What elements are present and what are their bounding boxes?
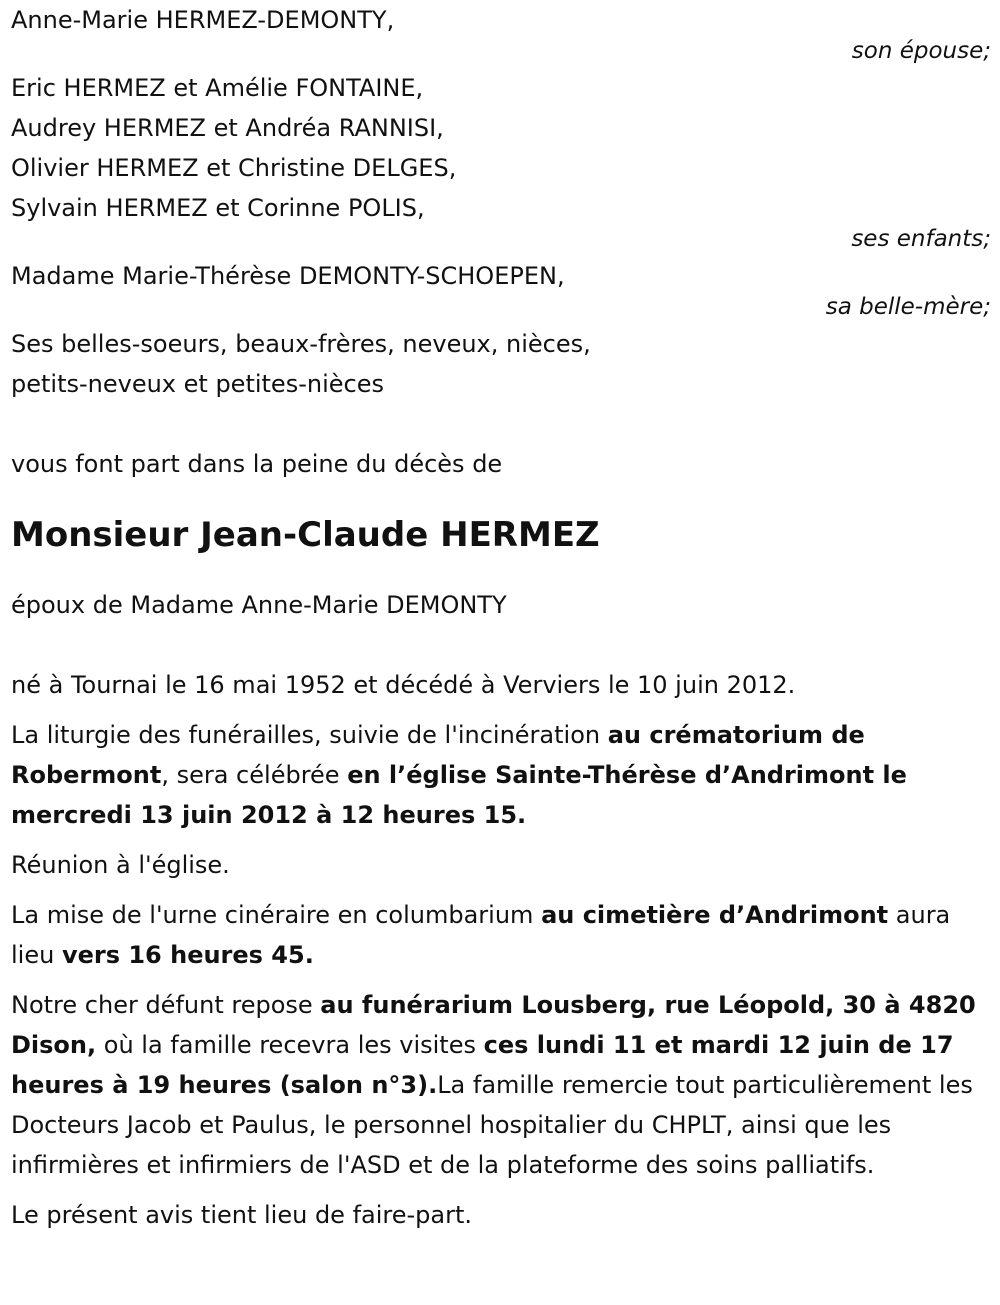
children-block (11, 68, 991, 254)
deceased-spouse-line: époux de Madame Anne-Marie DEMONTY (11, 591, 507, 619)
mother-in-law-role: sa belle-mère; (825, 294, 991, 320)
children-role: ses enfants; (851, 226, 991, 252)
visits-text: où la famille recevra les visites (96, 1031, 484, 1059)
urn-time-text: vers 16 heures 45. (61, 941, 314, 969)
mother-in-law-name: Madame Marie-Thérèse DEMONTY-SCHOEPEN, (11, 262, 565, 290)
thanks-text: La famille remercie tout particulièrement les Docteurs Jacob et Paulus, le personnel hospitalier du CHPLT, ainsi que les infirmières et infirmiers de l'ASD et de la plateforme des soins palliatifs. (11, 1071, 973, 1179)
spouse-name: Anne-Marie HERMEZ-DEMONTY, (11, 6, 395, 34)
child-line: Eric HERMEZ et Amélie FONTAINE, (11, 74, 424, 102)
cemetery-text: au cimetière d’Andrimont (541, 901, 889, 929)
others-line: Ses belles-soeurs, beaux-frères, neveux, nièces, (11, 330, 591, 358)
birth-death-line: né à Tournai le 16 mai 1952 et décédé à Verviers le 10 juin 2012. (11, 671, 796, 699)
mother-in-law-block (11, 256, 991, 322)
others-block (11, 324, 991, 404)
closing-line: Le présent avis tient lieu de faire-part. (11, 1201, 473, 1229)
funeral-text: La liturgie des funérailles, suivie de l'incinération (11, 721, 608, 749)
child-line: Sylvain HERMEZ et Corinne POLIS, (11, 194, 425, 222)
visit-hours-text: ces lundi 11 et mardi 12 juin de 17 heures à 19 heures (salon n°3). (11, 1031, 954, 1099)
obituary-notice (11, 0, 991, 1235)
church-date-text: en l’église Sainte-Thérèse d’Andrimont le mercredi 13 juin 2012 à 12 heures 15. (11, 761, 907, 829)
funeral-text: , sera célébrée (161, 761, 348, 789)
spouse-block (11, 0, 991, 66)
announcement: vous font part dans la peine du décès de (11, 450, 503, 478)
deceased-name: Monsieur Jean-Claude HERMEZ (11, 515, 600, 555)
others-line: petits-neveux et petites-nièces (11, 370, 384, 398)
visits-paragraph (11, 985, 991, 1185)
child-line: Olivier HERMEZ et Christine DELGES, (11, 154, 457, 182)
urn-text: aura lieu (11, 901, 951, 969)
spouse-role: son épouse; (851, 38, 991, 64)
funeral-paragraph (11, 715, 991, 835)
visits-text: Notre cher défunt repose (11, 991, 321, 1019)
meeting-line: Réunion à l'église. (11, 851, 230, 879)
funerarium-text: au funérarium Lousberg, rue Léopold, 30 à 4820 Dison, (11, 991, 976, 1059)
urn-text: La mise de l'urne cinéraire en columbarium (11, 901, 542, 929)
child-line: Audrey HERMEZ et Andréa RANNISI, (11, 114, 444, 142)
crematorium-text: au crématorium de Robermont (11, 721, 865, 789)
urn-paragraph (11, 895, 991, 975)
